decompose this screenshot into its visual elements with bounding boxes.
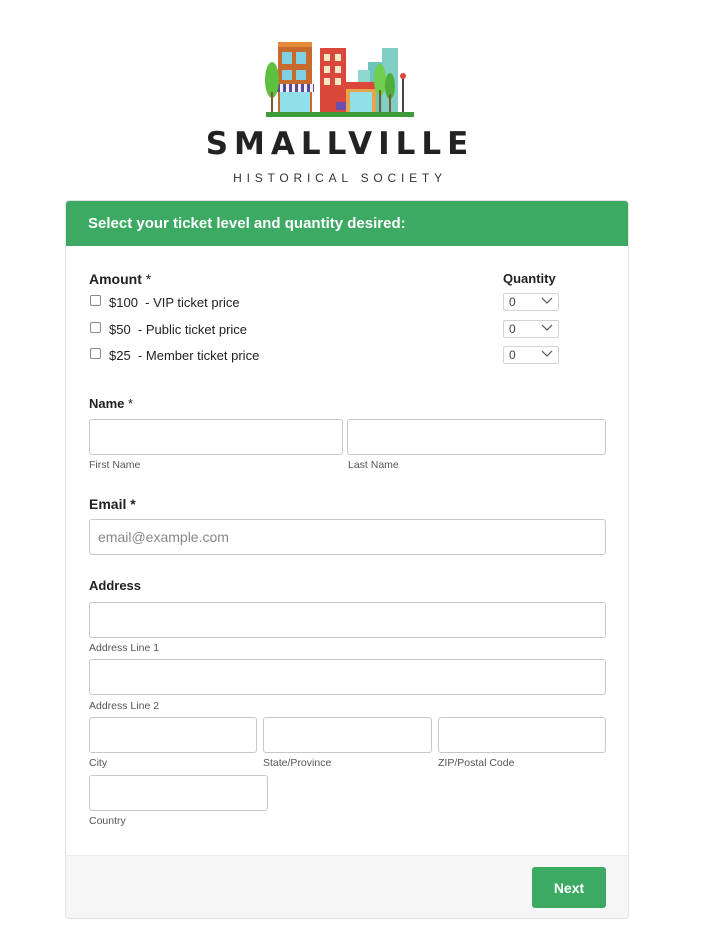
country-input[interactable]	[89, 775, 268, 811]
name-label	[89, 396, 133, 411]
first-name-sublabel: First Name	[89, 459, 141, 471]
required-mark: *	[145, 271, 152, 287]
town-buildings-logo	[262, 40, 418, 120]
ticket-member-quantity-select[interactable]	[503, 346, 559, 364]
first-name-input[interactable]	[89, 419, 343, 455]
ticket-public-description: - Public ticket price	[137, 322, 248, 337]
ticket-member-option	[109, 348, 259, 363]
name-label-text: Name	[89, 396, 125, 411]
ticket-public-price: $50	[109, 322, 131, 337]
ticket-member-quantity-value: 0	[509, 348, 516, 362]
brand-tagline: HISTORICAL SOCIETY	[233, 171, 447, 185]
ticket-member-checkbox[interactable]	[90, 348, 101, 359]
zip-input[interactable]	[438, 717, 606, 753]
city-sublabel: City	[89, 757, 108, 769]
form-footer	[66, 855, 629, 919]
logo-illustration	[262, 40, 418, 120]
amount-label	[89, 271, 151, 287]
chevron-down-icon	[541, 347, 553, 364]
ticket-public-quantity-select[interactable]	[503, 320, 559, 338]
address-line2-sublabel: Address Line 2	[89, 700, 160, 712]
email-field[interactable]	[89, 519, 606, 555]
city-input[interactable]	[89, 717, 257, 753]
chevron-down-icon	[541, 321, 553, 338]
ticket-vip-quantity-value: 0	[509, 295, 516, 309]
ticket-member-price: $25	[109, 348, 131, 363]
quantity-label: Quantity	[503, 271, 556, 286]
state-sublabel: State/Province	[263, 757, 332, 769]
ticket-member-description: - Member ticket price	[137, 348, 260, 363]
ticket-vip-quantity-select[interactable]	[503, 293, 559, 311]
address-line1-sublabel: Address Line 1	[89, 642, 160, 654]
ticket-public-checkbox[interactable]	[90, 322, 101, 333]
email-label-text: Email	[89, 496, 127, 512]
address-line2-input[interactable]	[89, 659, 606, 695]
ticket-vip-option	[109, 295, 240, 310]
required-mark: *	[128, 396, 134, 411]
ticket-public-quantity-value: 0	[509, 322, 516, 336]
address-line1-input[interactable]	[89, 602, 606, 638]
ticket-vip-checkbox[interactable]	[90, 295, 101, 306]
ticket-form-card	[65, 200, 629, 919]
address-label: Address	[89, 578, 142, 593]
email-label	[89, 496, 136, 512]
state-input[interactable]	[263, 717, 432, 753]
ticket-vip-description: - VIP ticket price	[145, 295, 240, 310]
zip-sublabel: ZIP/Postal Code	[438, 757, 515, 769]
last-name-sublabel: Last Name	[348, 459, 399, 471]
ticket-public-option	[109, 322, 247, 337]
country-sublabel: Country	[89, 815, 126, 827]
amount-label-text: Amount	[89, 271, 142, 287]
next-button[interactable]: Next	[532, 867, 606, 908]
form-header: Select your ticket level and quantity desired:	[66, 201, 629, 246]
chevron-down-icon	[541, 294, 553, 311]
last-name-input[interactable]	[347, 419, 606, 455]
brand-name: SMALLVILLE	[205, 126, 475, 162]
required-mark: *	[130, 496, 136, 512]
ticket-vip-price: $100	[109, 295, 138, 310]
